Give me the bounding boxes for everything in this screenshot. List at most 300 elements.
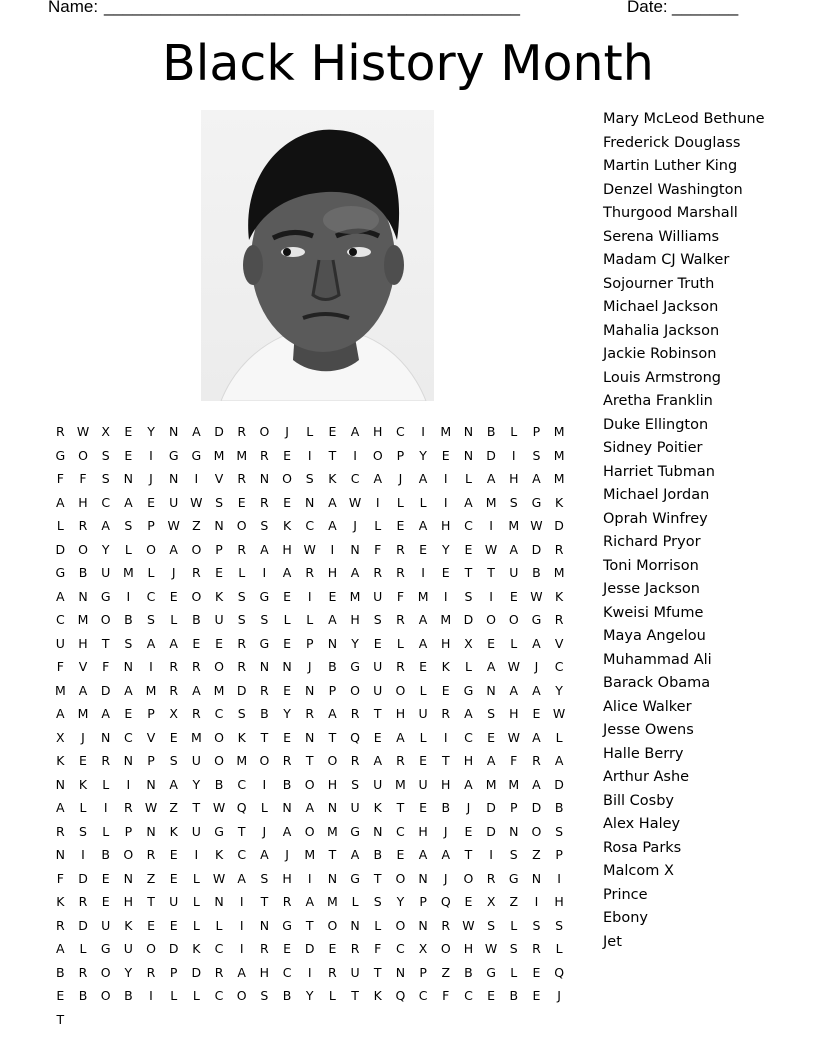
grid-letter[interactable]: R: [396, 565, 405, 580]
grid-letter[interactable]: L: [464, 471, 472, 486]
grid-letter[interactable]: V: [146, 729, 156, 745]
grid-letter[interactable]: U: [191, 823, 201, 839]
grid-letter[interactable]: G: [463, 682, 474, 698]
grid-letter[interactable]: U: [123, 941, 133, 956]
grid-letter[interactable]: R: [554, 612, 564, 627]
grid-letter[interactable]: S: [532, 447, 541, 463]
grid-letter[interactable]: P: [510, 800, 518, 815]
grid-letter[interactable]: R: [214, 964, 224, 980]
grid-letter[interactable]: A: [509, 541, 519, 557]
grid-letter[interactable]: A: [486, 471, 496, 486]
grid-letter[interactable]: C: [305, 518, 315, 533]
grid-letter[interactable]: S: [260, 988, 269, 1003]
grid-letter[interactable]: Y: [305, 988, 314, 1003]
grid-letter[interactable]: C: [237, 776, 247, 792]
grid-letter[interactable]: A: [78, 682, 88, 698]
grid-letter[interactable]: S: [79, 823, 87, 839]
grid-letter[interactable]: L: [306, 424, 314, 439]
grid-letter[interactable]: D: [463, 612, 474, 627]
grid-letter[interactable]: S: [532, 917, 541, 933]
grid-letter[interactable]: O: [191, 541, 202, 557]
grid-letter[interactable]: Y: [441, 541, 450, 557]
grid-letter[interactable]: L: [102, 823, 110, 839]
grid-letter[interactable]: N: [123, 870, 134, 886]
grid-letter[interactable]: A: [350, 847, 360, 862]
grid-letter[interactable]: N: [55, 776, 66, 792]
grid-letter[interactable]: W: [190, 494, 203, 510]
grid-letter[interactable]: U: [373, 776, 383, 792]
grid-letter[interactable]: N: [214, 518, 224, 533]
grid-letter[interactable]: D: [486, 447, 496, 463]
grid-letter[interactable]: N: [169, 424, 179, 439]
grid-letter[interactable]: U: [509, 565, 519, 580]
grid-letter[interactable]: B: [214, 776, 224, 792]
grid-letter[interactable]: N: [418, 870, 428, 886]
grid-letter[interactable]: K: [441, 659, 450, 674]
grid-letter[interactable]: I: [534, 894, 539, 909]
grid-letter[interactable]: I: [307, 964, 312, 980]
grid-letter[interactable]: D: [554, 518, 564, 533]
grid-letter[interactable]: M: [440, 612, 452, 627]
grid-letter[interactable]: D: [531, 800, 542, 815]
grid-letter[interactable]: A: [486, 659, 496, 674]
grid-letter[interactable]: B: [509, 988, 519, 1003]
grid-letter[interactable]: D: [214, 424, 224, 439]
grid-letter[interactable]: R: [169, 682, 179, 698]
grid-letter[interactable]: T: [305, 917, 314, 933]
grid-letter[interactable]: Y: [396, 894, 405, 909]
grid-letter[interactable]: S: [555, 917, 564, 933]
grid-letter[interactable]: D: [236, 682, 247, 698]
grid-letter[interactable]: A: [418, 635, 428, 651]
grid-letter[interactable]: O: [100, 612, 111, 627]
grid-letter[interactable]: A: [350, 424, 360, 439]
grid-letter[interactable]: O: [123, 847, 134, 862]
grid-letter[interactable]: I: [489, 588, 493, 604]
grid-letter[interactable]: X: [418, 941, 428, 956]
grid-letter[interactable]: R: [192, 706, 201, 721]
grid-letter[interactable]: Z: [441, 964, 451, 980]
grid-letter[interactable]: I: [239, 894, 244, 909]
grid-letter[interactable]: A: [260, 847, 269, 862]
grid-letter[interactable]: G: [282, 917, 292, 933]
grid-letter[interactable]: G: [531, 612, 542, 627]
grid-letter[interactable]: F: [79, 471, 87, 486]
grid-letter[interactable]: O: [100, 964, 111, 980]
grid-letter[interactable]: A: [464, 776, 473, 792]
grid-letter[interactable]: J: [262, 823, 267, 839]
grid-letter[interactable]: A: [464, 706, 473, 721]
grid-letter[interactable]: H: [282, 870, 292, 886]
grid-letter[interactable]: R: [237, 659, 247, 674]
grid-letter[interactable]: O: [395, 917, 406, 933]
grid-letter[interactable]: A: [305, 800, 314, 815]
grid-letter[interactable]: Q: [440, 894, 451, 909]
grid-letter[interactable]: S: [305, 471, 314, 486]
grid-letter[interactable]: N: [259, 659, 270, 674]
grid-letter[interactable]: A: [373, 471, 383, 486]
grid-letter[interactable]: Q: [395, 988, 406, 1003]
grid-letter[interactable]: W: [530, 518, 543, 533]
grid-letter[interactable]: L: [374, 518, 382, 533]
grid-letter[interactable]: J: [81, 729, 85, 745]
grid-letter[interactable]: U: [214, 612, 224, 627]
grid-letter[interactable]: N: [169, 471, 179, 486]
grid-letter[interactable]: N: [282, 659, 292, 674]
grid-letter[interactable]: E: [147, 494, 155, 510]
grid-letter[interactable]: R: [260, 494, 269, 510]
grid-letter[interactable]: A: [328, 612, 337, 627]
grid-letter[interactable]: L: [283, 612, 291, 627]
grid-letter[interactable]: R: [305, 706, 315, 721]
grid-letter[interactable]: H: [509, 706, 519, 721]
grid-letter[interactable]: E: [169, 917, 178, 933]
grid-letter[interactable]: O: [191, 588, 202, 604]
grid-letter[interactable]: Z: [532, 847, 541, 862]
grid-letter[interactable]: E: [532, 706, 541, 721]
grid-letter[interactable]: P: [147, 706, 155, 721]
grid-letter[interactable]: E: [373, 729, 382, 745]
grid-letter[interactable]: A: [464, 494, 473, 510]
grid-letter[interactable]: K: [328, 471, 337, 486]
grid-letter[interactable]: R: [55, 823, 65, 839]
grid-letter[interactable]: H: [463, 941, 474, 956]
grid-letter[interactable]: R: [532, 941, 541, 956]
grid-letter[interactable]: O: [146, 941, 156, 956]
grid-letter[interactable]: A: [418, 518, 428, 533]
grid-letter[interactable]: T: [328, 847, 337, 862]
grid-letter[interactable]: E: [464, 823, 473, 839]
grid-letter[interactable]: A: [328, 518, 337, 533]
grid-letter[interactable]: K: [373, 988, 382, 1003]
grid-letter[interactable]: R: [55, 424, 65, 439]
grid-letter[interactable]: L: [124, 541, 132, 557]
grid-letter[interactable]: C: [55, 612, 65, 627]
grid-letter[interactable]: X: [464, 635, 473, 651]
grid-letter[interactable]: I: [149, 988, 153, 1003]
grid-letter[interactable]: S: [509, 941, 518, 956]
grid-letter[interactable]: E: [441, 565, 450, 580]
grid-letter[interactable]: R: [305, 565, 315, 580]
grid-letter[interactable]: C: [101, 494, 111, 510]
grid-letter[interactable]: M: [236, 447, 248, 463]
grid-letter[interactable]: J: [285, 847, 289, 862]
grid-letter[interactable]: H: [78, 494, 88, 510]
grid-letter[interactable]: L: [510, 917, 518, 933]
grid-letter[interactable]: A: [350, 565, 360, 580]
grid-letter[interactable]: R: [237, 471, 247, 486]
grid-letter[interactable]: A: [418, 847, 428, 862]
grid-letter[interactable]: N: [259, 471, 270, 486]
grid-letter[interactable]: E: [147, 917, 155, 933]
grid-letter[interactable]: S: [215, 494, 223, 510]
grid-letter[interactable]: A: [169, 635, 178, 651]
grid-letter[interactable]: T: [464, 847, 473, 862]
grid-letter[interactable]: R: [350, 941, 360, 956]
grid-letter[interactable]: O: [282, 471, 292, 486]
grid-letter[interactable]: A: [396, 729, 405, 745]
name-field[interactable]: ____________________________________________: [104, 0, 521, 16]
grid-letter[interactable]: K: [373, 800, 382, 815]
grid-letter[interactable]: R: [396, 753, 405, 768]
grid-letter[interactable]: M: [327, 894, 338, 909]
grid-letter[interactable]: B: [532, 565, 541, 580]
grid-letter[interactable]: E: [215, 565, 223, 580]
grid-letter[interactable]: I: [149, 447, 153, 463]
grid-letter[interactable]: O: [508, 612, 519, 627]
grid-letter[interactable]: T: [192, 800, 201, 815]
grid-letter[interactable]: E: [237, 494, 246, 510]
grid-letter[interactable]: F: [374, 541, 382, 557]
grid-letter[interactable]: K: [214, 588, 224, 604]
grid-letter[interactable]: N: [327, 870, 338, 886]
grid-letter[interactable]: A: [124, 682, 133, 698]
grid-letter[interactable]: N: [123, 659, 134, 674]
grid-letter[interactable]: W: [348, 494, 362, 510]
grid-letter[interactable]: Q: [350, 729, 360, 745]
grid-letter[interactable]: S: [487, 706, 496, 721]
grid-letter[interactable]: I: [443, 729, 448, 745]
grid-letter[interactable]: L: [147, 565, 155, 580]
grid-letter[interactable]: A: [101, 706, 110, 721]
grid-letter[interactable]: E: [509, 588, 518, 604]
grid-letter[interactable]: A: [282, 823, 292, 839]
grid-letter[interactable]: T: [373, 706, 382, 721]
grid-letter[interactable]: I: [489, 847, 493, 862]
grid-letter[interactable]: S: [464, 588, 473, 604]
grid-letter[interactable]: I: [126, 776, 131, 792]
grid-letter[interactable]: O: [440, 941, 451, 956]
grid-letter[interactable]: E: [419, 753, 428, 768]
grid-letter[interactable]: L: [79, 800, 87, 815]
grid-letter[interactable]: Y: [192, 776, 201, 792]
grid-letter[interactable]: N: [305, 682, 315, 698]
grid-letter[interactable]: J: [307, 659, 312, 674]
grid-letter[interactable]: J: [353, 518, 357, 533]
grid-letter[interactable]: S: [124, 635, 133, 651]
grid-letter[interactable]: R: [124, 800, 133, 815]
grid-letter[interactable]: A: [532, 635, 541, 651]
grid-letter[interactable]: N: [259, 917, 270, 933]
grid-letter[interactable]: B: [78, 565, 88, 580]
grid-letter[interactable]: O: [372, 447, 383, 463]
grid-letter[interactable]: U: [373, 659, 383, 674]
grid-letter[interactable]: L: [192, 988, 200, 1003]
grid-letter[interactable]: I: [330, 541, 335, 557]
grid-letter[interactable]: R: [350, 706, 360, 721]
grid-letter[interactable]: E: [283, 588, 291, 604]
grid-letter[interactable]: L: [238, 565, 246, 580]
grid-letter[interactable]: E: [169, 588, 178, 604]
grid-letter[interactable]: S: [147, 612, 155, 627]
grid-letter[interactable]: P: [215, 541, 223, 557]
grid-letter[interactable]: K: [56, 753, 65, 768]
grid-letter[interactable]: C: [237, 847, 247, 862]
grid-letter[interactable]: H: [441, 776, 451, 792]
grid-letter[interactable]: V: [554, 635, 564, 651]
grid-letter[interactable]: H: [78, 635, 88, 651]
grid-letter[interactable]: A: [532, 729, 541, 745]
grid-letter[interactable]: L: [79, 941, 87, 956]
grid-letter[interactable]: M: [553, 447, 565, 463]
grid-letter[interactable]: C: [464, 518, 473, 533]
grid-letter[interactable]: H: [327, 776, 338, 792]
grid-letter[interactable]: N: [350, 541, 360, 557]
grid-letter[interactable]: L: [192, 870, 200, 886]
grid-letter[interactable]: K: [169, 823, 178, 839]
grid-letter[interactable]: M: [485, 776, 497, 792]
grid-letter[interactable]: G: [350, 659, 360, 674]
grid-letter[interactable]: W: [484, 941, 498, 956]
grid-letter[interactable]: O: [259, 753, 270, 768]
grid-letter[interactable]: R: [237, 541, 247, 557]
grid-letter[interactable]: M: [236, 753, 248, 768]
grid-letter[interactable]: C: [464, 729, 473, 745]
grid-letter[interactable]: M: [327, 823, 338, 839]
grid-letter[interactable]: E: [283, 447, 291, 463]
grid-letter[interactable]: B: [78, 988, 88, 1003]
grid-letter[interactable]: B: [101, 847, 110, 862]
grid-letter[interactable]: B: [260, 706, 269, 721]
grid-letter[interactable]: U: [418, 706, 428, 721]
grid-letter[interactable]: I: [307, 870, 312, 886]
grid-letter[interactable]: A: [373, 753, 383, 768]
grid-letter[interactable]: J: [398, 471, 403, 486]
grid-letter[interactable]: K: [555, 588, 564, 604]
grid-letter[interactable]: E: [283, 729, 291, 745]
grid-letter[interactable]: L: [555, 729, 563, 745]
grid-letter[interactable]: M: [508, 776, 520, 792]
grid-letter[interactable]: Y: [351, 635, 359, 651]
grid-letter[interactable]: R: [78, 518, 88, 533]
grid-letter[interactable]: T: [56, 1011, 65, 1027]
grid-letter[interactable]: S: [351, 776, 360, 792]
grid-letter[interactable]: N: [305, 494, 315, 510]
grid-letter[interactable]: L: [555, 941, 563, 956]
grid-letter[interactable]: E: [328, 941, 337, 956]
grid-letter[interactable]: N: [123, 471, 134, 486]
grid-letter[interactable]: P: [419, 894, 427, 909]
grid-letter[interactable]: I: [307, 588, 312, 604]
grid-letter[interactable]: G: [214, 823, 224, 839]
grid-letter[interactable]: D: [486, 800, 496, 815]
grid-letter[interactable]: N: [101, 729, 111, 745]
grid-letter[interactable]: F: [56, 870, 64, 886]
grid-letter[interactable]: S: [373, 894, 382, 909]
grid-letter[interactable]: D: [191, 964, 202, 980]
grid-letter[interactable]: T: [260, 894, 269, 909]
grid-letter[interactable]: I: [557, 870, 561, 886]
grid-letter[interactable]: E: [79, 753, 87, 768]
grid-letter[interactable]: N: [486, 682, 496, 698]
grid-letter[interactable]: T: [487, 565, 495, 580]
grid-letter[interactable]: G: [259, 588, 270, 604]
grid-letter[interactable]: P: [396, 447, 405, 463]
grid-letter[interactable]: R: [328, 964, 337, 980]
grid-letter[interactable]: T: [328, 729, 337, 745]
grid-letter[interactable]: E: [464, 894, 473, 909]
grid-letter[interactable]: O: [236, 988, 247, 1003]
grid-letter[interactable]: A: [101, 518, 110, 533]
grid-letter[interactable]: O: [531, 823, 542, 839]
grid-letter[interactable]: G: [100, 588, 111, 604]
grid-letter[interactable]: E: [283, 941, 291, 956]
grid-letter[interactable]: L: [510, 635, 518, 651]
grid-letter[interactable]: R: [396, 659, 405, 674]
grid-letter[interactable]: C: [396, 424, 405, 439]
grid-letter[interactable]: V: [78, 659, 88, 674]
grid-letter[interactable]: N: [463, 447, 474, 463]
grid-letter[interactable]: O: [327, 917, 338, 933]
grid-letter[interactable]: F: [56, 659, 64, 674]
grid-letter[interactable]: A: [237, 870, 246, 886]
grid-letter[interactable]: L: [510, 424, 518, 439]
grid-letter[interactable]: C: [554, 659, 564, 674]
grid-letter[interactable]: A: [328, 494, 337, 510]
grid-letter[interactable]: E: [419, 659, 428, 674]
grid-letter[interactable]: A: [56, 494, 65, 510]
grid-letter[interactable]: Y: [147, 424, 155, 439]
grid-letter[interactable]: R: [169, 659, 179, 674]
grid-letter[interactable]: E: [328, 424, 337, 439]
grid-letter[interactable]: M: [417, 588, 429, 604]
grid-letter[interactable]: G: [55, 565, 66, 580]
grid-letter[interactable]: B: [282, 776, 292, 792]
grid-letter[interactable]: Y: [124, 964, 133, 980]
grid-letter[interactable]: B: [373, 847, 383, 862]
grid-letter[interactable]: H: [259, 964, 270, 980]
grid-letter[interactable]: J: [285, 424, 289, 439]
grid-letter[interactable]: A: [56, 588, 65, 604]
grid-letter[interactable]: A: [237, 964, 246, 980]
grid-letter[interactable]: H: [418, 823, 428, 839]
grid-letter[interactable]: F: [374, 941, 382, 956]
grid-letter[interactable]: N: [214, 894, 224, 909]
grid-letter[interactable]: Z: [192, 518, 201, 533]
grid-letter[interactable]: K: [555, 494, 564, 510]
grid-letter[interactable]: M: [485, 494, 497, 510]
grid-letter[interactable]: Z: [169, 800, 178, 815]
grid-letter[interactable]: P: [169, 964, 178, 980]
grid-letter[interactable]: W: [507, 729, 520, 745]
grid-letter[interactable]: E: [283, 635, 291, 651]
grid-letter[interactable]: M: [440, 424, 452, 439]
grid-letter[interactable]: T: [101, 635, 110, 651]
grid-letter[interactable]: T: [260, 729, 269, 745]
grid-letter[interactable]: M: [145, 682, 157, 698]
grid-letter[interactable]: L: [351, 894, 359, 909]
grid-letter[interactable]: A: [486, 753, 496, 768]
grid-letter[interactable]: E: [124, 706, 133, 721]
grid-letter[interactable]: P: [124, 823, 133, 839]
grid-letter[interactable]: M: [213, 682, 225, 698]
grid-letter[interactable]: P: [555, 847, 563, 862]
grid-letter[interactable]: D: [531, 541, 542, 557]
grid-letter[interactable]: W: [144, 800, 158, 815]
grid-letter[interactable]: S: [237, 706, 246, 721]
grid-letter[interactable]: U: [350, 964, 360, 980]
grid-letter[interactable]: N: [509, 823, 519, 839]
grid-letter[interactable]: S: [373, 612, 382, 627]
grid-letter[interactable]: F: [510, 753, 518, 768]
grid-letter[interactable]: E: [169, 870, 178, 886]
grid-letter[interactable]: I: [421, 565, 425, 580]
grid-letter[interactable]: W: [484, 541, 498, 557]
grid-letter[interactable]: E: [101, 870, 110, 886]
grid-letter[interactable]: R: [192, 565, 201, 580]
grid-letter[interactable]: R: [396, 612, 405, 627]
grid-letter[interactable]: S: [555, 823, 564, 839]
